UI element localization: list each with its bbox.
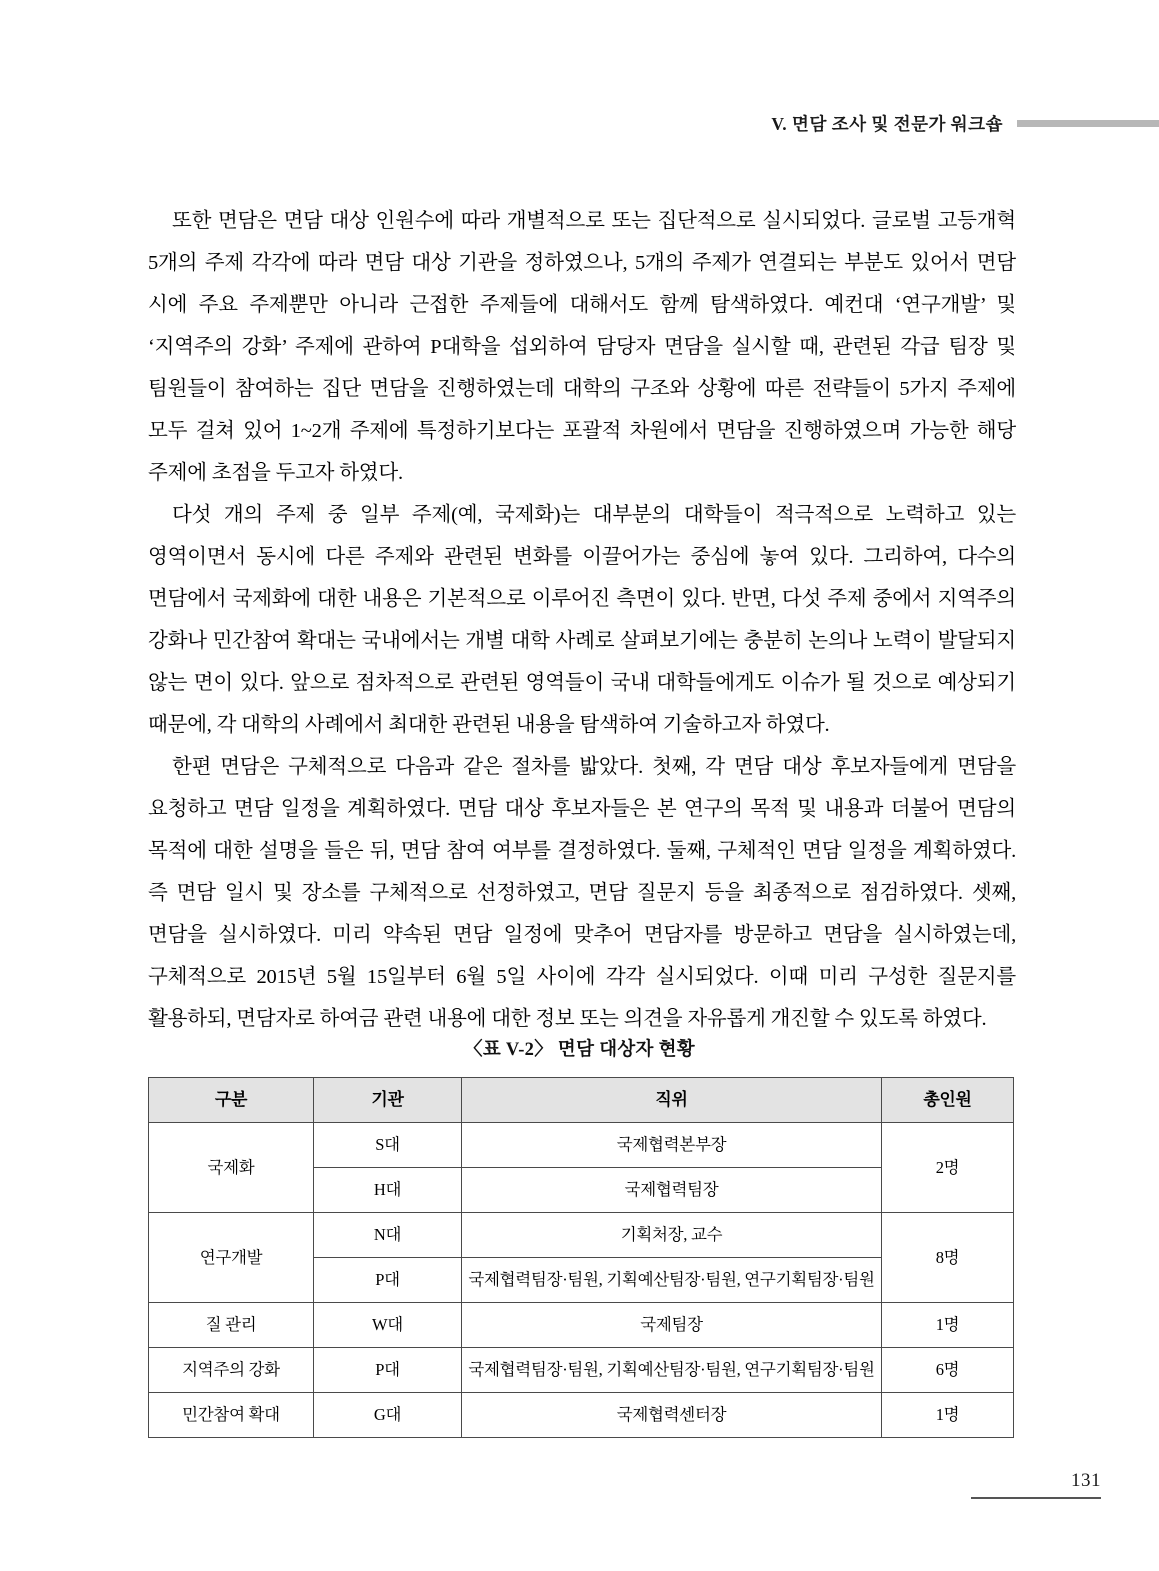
paragraph-2: 다섯 개의 주제 중 일부 주제(예, 국제화)는 대부분의 대학들이 적극적으로 노력하고 있는 영역이면서 동시에 다른 주제와 관련된 변화를 이끌어가는 중심에 놓여 있다. 그리하여, 다수의 면담에서 국제화에 대한 내용은 기본적으로 이루어진 측면이 있다. 반면, 다섯 주제 중에서 지역주의 강화나 민간참여 확대는 국내에서는 개별 대학 사례로 살펴보기에는 충분히 논의나 노력이 발달되지 않는 면이 있다. 앞으로 점차적으로 관련된 영역들이 국내 대학들에게도 이슈가 될 것으로 예상되기 때문에, 각 대학의 사례에서 최대한 관련된 내용을 탐색하여 기술하고자 하였다. bbox=[148, 504, 1016, 736]
cell-institution: G대 bbox=[314, 1393, 462, 1438]
page-header bbox=[0, 108, 1159, 138]
table-container bbox=[148, 1077, 1013, 1438]
paragraph-3: 한편 면담은 구체적으로 다음과 같은 절차를 밟았다. 첫째, 각 면담 대상 후보자들에게 면담을 요청하고 면담 일정을 계획하였다. 면담 대상 후보자들은 본 연구의 목적 및 내용과 더불어 면담의 목적에 대한 설명을 들은 뒤, 면담 참여 여부를 결정하였다. 둘째, 구체적인 면담 일정을 계획하였다. 즉 면담 일시 및 장소를 구체적으로 선정하였고, 면담 질문지 등을 최종적으로 점검하였다. 셋째, 면담을 실시하였다. 미리 약속된 면담 일정에 맞추어 면담자를 방문하고 면담을 실시하였는데, 구체적으로 2015년 5월 15일부터 6월 5일 사이에 각각 실시되었다. 이때 미리 구성한 질문지를 활용하되, 면담자로 하여금 관련 내용에 대한 정보 또는 의견을 자유롭게 개진할 수 있도록 하였다. bbox=[148, 756, 1016, 1030]
cell-division: 민간참여 확대 bbox=[149, 1393, 314, 1438]
cell-institution: P대 bbox=[314, 1258, 462, 1303]
table-row bbox=[149, 1348, 1014, 1393]
header-rule-decoration bbox=[1017, 120, 1159, 127]
cell-division: 연구개발 bbox=[149, 1213, 314, 1303]
interviewee-status-table bbox=[148, 1077, 1014, 1438]
paragraph-1: 또한 면담은 면담 대상 인원수에 따라 개별적으로 또는 집단적으로 실시되었다. 글로벌 고등개혁 5개의 주제 각각에 따라 면담 대상 기관을 정하였으나, 5개의 주제가 연결되는 부분도 있어서 면담 시에 주요 주제뿐만 아니라 근접한 주제들에 대해서도 함께 탐색하였다. 예컨대 ‘연구개발’ 및 ‘지역주의 강화’ 주제에 관하여 P대학을 섭외하여 담당자 면담을 실시할 때, 관련된 각급 팀장 및 팀원들이 참여하는 집단 면담을 진행하였는데 대학의 구조와 상황에 따른 전략들이 5가지 주제에 모두 걸쳐 있어 1~2개 주제에 특정하기보다는 포괄적 차원에서 면담을 진행하였으며 가능한 해당 주제에 초점을 두고자 하였다. bbox=[148, 210, 1016, 484]
cell-total: 2명 bbox=[882, 1123, 1014, 1213]
table-row bbox=[149, 1303, 1014, 1348]
cell-institution: S대 bbox=[314, 1123, 462, 1168]
cell-institution: P대 bbox=[314, 1348, 462, 1393]
table-row bbox=[149, 1393, 1014, 1438]
cell-institution: H대 bbox=[314, 1168, 462, 1213]
body-content bbox=[148, 200, 1016, 1040]
table-head bbox=[149, 1078, 1014, 1123]
cell-total: 6명 bbox=[882, 1348, 1014, 1393]
table-body bbox=[149, 1123, 1014, 1438]
cell-total: 8명 bbox=[882, 1213, 1014, 1303]
page-number: 131 bbox=[1071, 1470, 1101, 1491]
cell-total: 1명 bbox=[882, 1393, 1014, 1438]
column-header-division: 구분 bbox=[149, 1078, 314, 1123]
cell-division: 지역주의 강화 bbox=[149, 1348, 314, 1393]
column-header-total: 총인원 bbox=[882, 1078, 1014, 1123]
cell-position: 기획처장, 교수 bbox=[462, 1213, 882, 1258]
cell-division: 국제화 bbox=[149, 1123, 314, 1213]
cell-institution: N대 bbox=[314, 1213, 462, 1258]
cell-position: 국제협력본부장 bbox=[462, 1123, 882, 1168]
cell-position: 국제팀장 bbox=[462, 1303, 882, 1348]
cell-position: 국제협력팀장 bbox=[462, 1168, 882, 1213]
table-header-row bbox=[149, 1078, 1014, 1123]
cell-position: 국제협력센터장 bbox=[462, 1393, 882, 1438]
footer-rule-decoration bbox=[971, 1497, 1101, 1499]
column-header-institution: 기관 bbox=[314, 1078, 462, 1123]
table-row bbox=[149, 1123, 1014, 1168]
cell-institution: W대 bbox=[314, 1303, 462, 1348]
column-header-position: 직위 bbox=[462, 1078, 882, 1123]
cell-total: 1명 bbox=[882, 1303, 1014, 1348]
cell-position: 국제협력팀장·팀원, 기획예산팀장·팀원, 연구기획팀장·팀원 bbox=[462, 1258, 882, 1303]
page-footer bbox=[971, 1470, 1101, 1499]
cell-position: 국제협력팀장·팀원, 기획예산팀장·팀원, 연구기획팀장·팀원 bbox=[462, 1348, 882, 1393]
table-row bbox=[149, 1213, 1014, 1258]
table-caption: 〈표 V-2〉 면담 대상자 현황 bbox=[464, 1040, 695, 1060]
chapter-title: V. 면담 조사 및 전문가 워크숍 bbox=[771, 113, 1003, 134]
cell-division: 질 관리 bbox=[149, 1303, 314, 1348]
